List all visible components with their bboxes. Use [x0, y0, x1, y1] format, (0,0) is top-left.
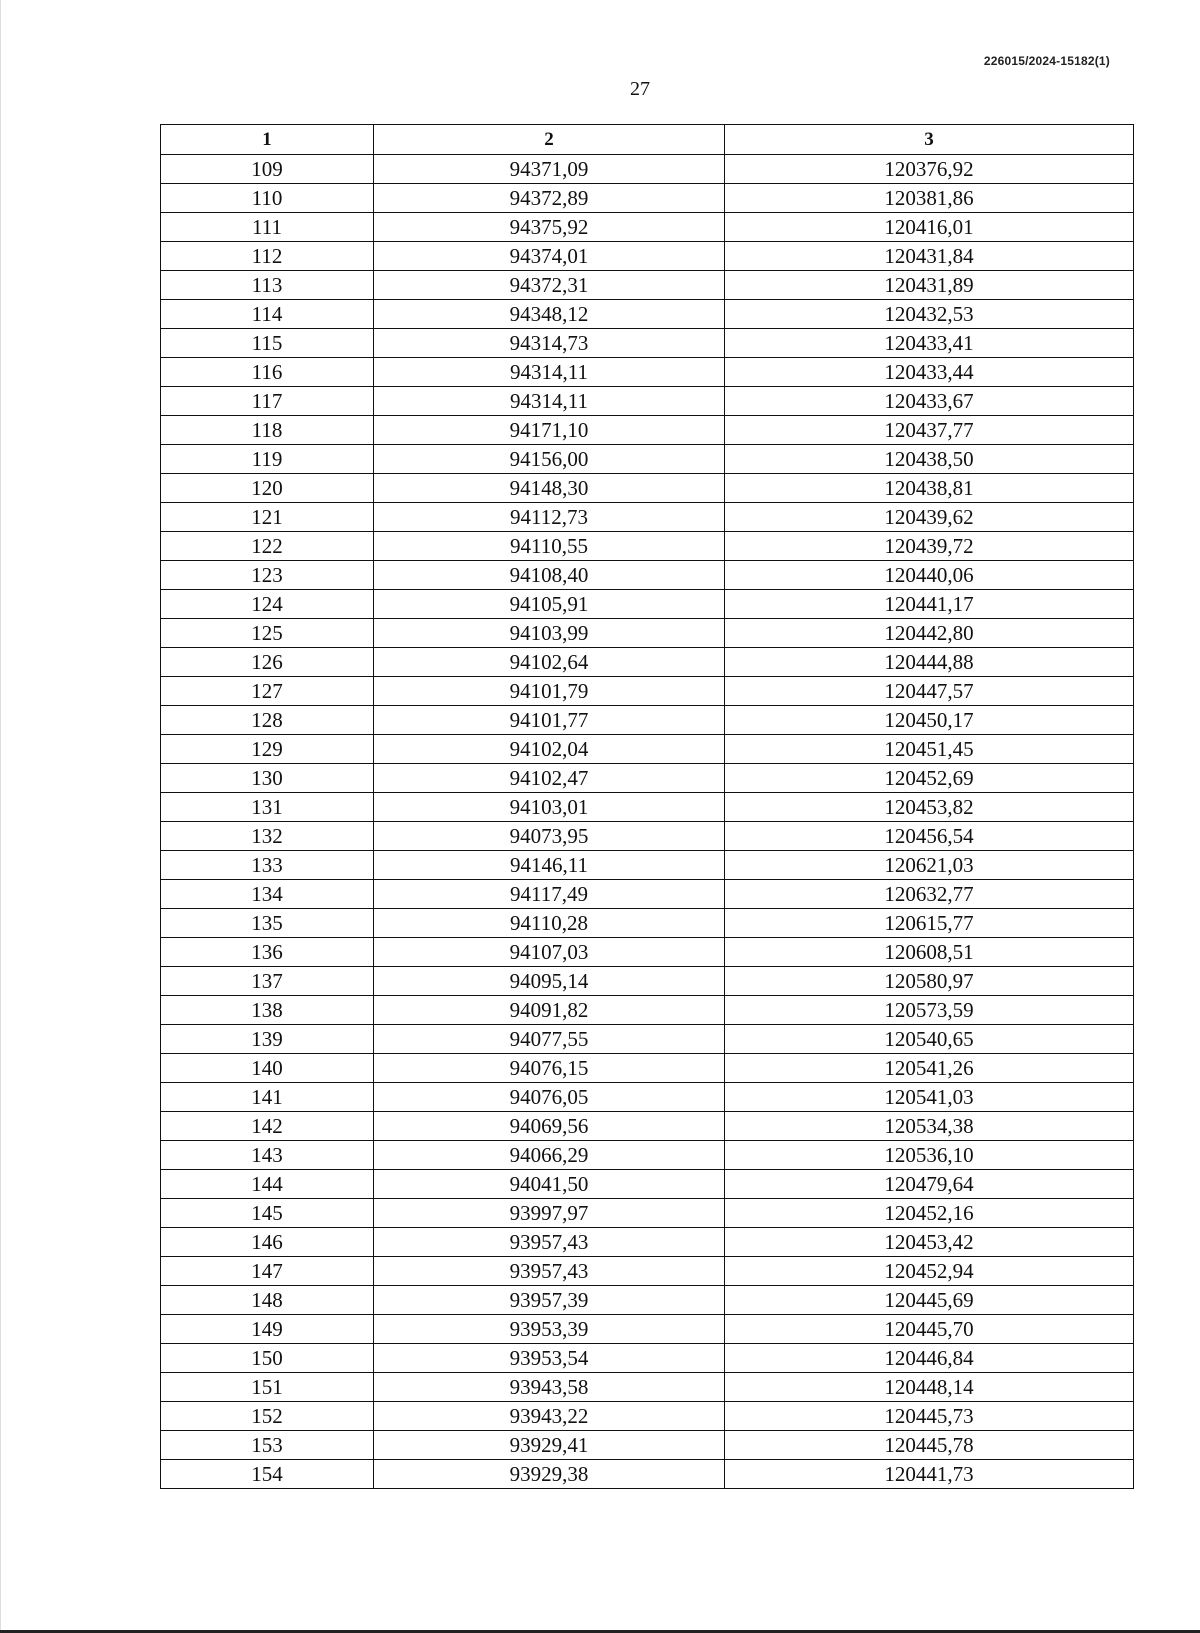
point-number-cell: 152 [161, 1402, 374, 1431]
x-coordinate-cell: 93929,41 [374, 1431, 725, 1460]
y-coordinate-cell: 120445,78 [725, 1431, 1134, 1460]
y-coordinate-cell: 120451,45 [725, 735, 1134, 764]
x-coordinate-cell: 94371,09 [374, 155, 725, 184]
y-coordinate-cell: 120453,82 [725, 793, 1134, 822]
point-number-cell: 153 [161, 1431, 374, 1460]
y-coordinate-cell: 120448,14 [725, 1373, 1134, 1402]
table-row [161, 271, 1134, 300]
x-coordinate-cell: 94095,14 [374, 967, 725, 996]
x-coordinate-cell: 94117,49 [374, 880, 725, 909]
y-coordinate-cell: 120444,88 [725, 648, 1134, 677]
point-number-cell: 150 [161, 1344, 374, 1373]
table-row [161, 1286, 1134, 1315]
x-coordinate-cell: 94108,40 [374, 561, 725, 590]
point-number-cell: 142 [161, 1112, 374, 1141]
x-coordinate-cell: 94146,11 [374, 851, 725, 880]
y-coordinate-cell: 120453,42 [725, 1228, 1134, 1257]
point-number-cell: 109 [161, 155, 374, 184]
point-number-cell: 139 [161, 1025, 374, 1054]
point-number-cell: 130 [161, 764, 374, 793]
x-coordinate-cell: 93997,97 [374, 1199, 725, 1228]
table-row [161, 155, 1134, 184]
x-coordinate-cell: 94041,50 [374, 1170, 725, 1199]
point-number-cell: 132 [161, 822, 374, 851]
point-number-cell: 151 [161, 1373, 374, 1402]
point-number-cell: 140 [161, 1054, 374, 1083]
coordinates-table [160, 124, 1134, 1489]
table-row [161, 909, 1134, 938]
x-coordinate-cell: 94110,55 [374, 532, 725, 561]
table-row [161, 532, 1134, 561]
x-coordinate-cell: 93953,39 [374, 1315, 725, 1344]
table-row [161, 387, 1134, 416]
table-row [161, 677, 1134, 706]
y-coordinate-cell: 120534,38 [725, 1112, 1134, 1141]
point-number-cell: 127 [161, 677, 374, 706]
table-row [161, 1373, 1134, 1402]
table-row [161, 706, 1134, 735]
table-row [161, 1112, 1134, 1141]
x-coordinate-cell: 94110,28 [374, 909, 725, 938]
y-coordinate-cell: 120580,97 [725, 967, 1134, 996]
table-row [161, 996, 1134, 1025]
table-row [161, 822, 1134, 851]
table-row [161, 1431, 1134, 1460]
x-coordinate-cell: 93929,38 [374, 1460, 725, 1489]
column-header-1: 1 [161, 125, 374, 155]
x-coordinate-cell: 94101,77 [374, 706, 725, 735]
x-coordinate-cell: 94314,11 [374, 358, 725, 387]
table-row [161, 967, 1134, 996]
table-header-row [161, 125, 1134, 155]
point-number-cell: 122 [161, 532, 374, 561]
y-coordinate-cell: 120441,17 [725, 590, 1134, 619]
column-header-2: 2 [374, 125, 725, 155]
table-row [161, 1199, 1134, 1228]
point-number-cell: 119 [161, 445, 374, 474]
x-coordinate-cell: 94107,03 [374, 938, 725, 967]
x-coordinate-cell: 94066,29 [374, 1141, 725, 1170]
point-number-cell: 124 [161, 590, 374, 619]
table-row [161, 1054, 1134, 1083]
table-row [161, 764, 1134, 793]
point-number-cell: 145 [161, 1199, 374, 1228]
y-coordinate-cell: 120541,03 [725, 1083, 1134, 1112]
table-row [161, 358, 1134, 387]
x-coordinate-cell: 94076,15 [374, 1054, 725, 1083]
table-row [161, 880, 1134, 909]
point-number-cell: 154 [161, 1460, 374, 1489]
table-row [161, 1170, 1134, 1199]
table-row [161, 1083, 1134, 1112]
x-coordinate-cell: 93943,58 [374, 1373, 725, 1402]
y-coordinate-cell: 120416,01 [725, 213, 1134, 242]
point-number-cell: 114 [161, 300, 374, 329]
y-coordinate-cell: 120446,84 [725, 1344, 1134, 1373]
table-row [161, 793, 1134, 822]
table-row [161, 1402, 1134, 1431]
point-number-cell: 117 [161, 387, 374, 416]
y-coordinate-cell: 120541,26 [725, 1054, 1134, 1083]
x-coordinate-cell: 94148,30 [374, 474, 725, 503]
point-number-cell: 113 [161, 271, 374, 300]
point-number-cell: 116 [161, 358, 374, 387]
table-row [161, 851, 1134, 880]
x-coordinate-cell: 94102,64 [374, 648, 725, 677]
x-coordinate-cell: 94076,05 [374, 1083, 725, 1112]
y-coordinate-cell: 120615,77 [725, 909, 1134, 938]
y-coordinate-cell: 120445,70 [725, 1315, 1134, 1344]
y-coordinate-cell: 120447,57 [725, 677, 1134, 706]
y-coordinate-cell: 120452,69 [725, 764, 1134, 793]
y-coordinate-cell: 120452,16 [725, 1199, 1134, 1228]
table-row [161, 242, 1134, 271]
y-coordinate-cell: 120439,62 [725, 503, 1134, 532]
x-coordinate-cell: 93957,39 [374, 1286, 725, 1315]
point-number-cell: 115 [161, 329, 374, 358]
table-row [161, 445, 1134, 474]
point-number-cell: 131 [161, 793, 374, 822]
y-coordinate-cell: 120381,86 [725, 184, 1134, 213]
y-coordinate-cell: 120433,41 [725, 329, 1134, 358]
y-coordinate-cell: 120573,59 [725, 996, 1134, 1025]
table-body [161, 155, 1134, 1489]
y-coordinate-cell: 120433,44 [725, 358, 1134, 387]
y-coordinate-cell: 120452,94 [725, 1257, 1134, 1286]
table-row [161, 1344, 1134, 1373]
point-number-cell: 110 [161, 184, 374, 213]
point-number-cell: 125 [161, 619, 374, 648]
x-coordinate-cell: 94101,79 [374, 677, 725, 706]
y-coordinate-cell: 120431,89 [725, 271, 1134, 300]
y-coordinate-cell: 120438,81 [725, 474, 1134, 503]
x-coordinate-cell: 94314,73 [374, 329, 725, 358]
y-coordinate-cell: 120432,53 [725, 300, 1134, 329]
point-number-cell: 121 [161, 503, 374, 532]
y-coordinate-cell: 120536,10 [725, 1141, 1134, 1170]
y-coordinate-cell: 120437,77 [725, 416, 1134, 445]
table-row [161, 1228, 1134, 1257]
x-coordinate-cell: 94372,31 [374, 271, 725, 300]
point-number-cell: 128 [161, 706, 374, 735]
table-row [161, 1460, 1134, 1489]
y-coordinate-cell: 120540,65 [725, 1025, 1134, 1054]
point-number-cell: 144 [161, 1170, 374, 1199]
x-coordinate-cell: 94073,95 [374, 822, 725, 851]
point-number-cell: 120 [161, 474, 374, 503]
point-number-cell: 147 [161, 1257, 374, 1286]
y-coordinate-cell: 120376,92 [725, 155, 1134, 184]
y-coordinate-cell: 120608,51 [725, 938, 1134, 967]
point-number-cell: 148 [161, 1286, 374, 1315]
document-id: 226015/2024-15182(1) [983, 54, 1110, 68]
x-coordinate-cell: 93957,43 [374, 1228, 725, 1257]
y-coordinate-cell: 120621,03 [725, 851, 1134, 880]
column-header-3: 3 [725, 125, 1134, 155]
point-number-cell: 118 [161, 416, 374, 445]
table-row [161, 213, 1134, 242]
table-row [161, 590, 1134, 619]
y-coordinate-cell: 120433,67 [725, 387, 1134, 416]
x-coordinate-cell: 94102,04 [374, 735, 725, 764]
table-row [161, 619, 1134, 648]
x-coordinate-cell: 93957,43 [374, 1257, 725, 1286]
y-coordinate-cell: 120445,73 [725, 1402, 1134, 1431]
table-row [161, 648, 1134, 677]
x-coordinate-cell: 93943,22 [374, 1402, 725, 1431]
table-row [161, 1257, 1134, 1286]
x-coordinate-cell: 94105,91 [374, 590, 725, 619]
point-number-cell: 133 [161, 851, 374, 880]
table-row [161, 184, 1134, 213]
y-coordinate-cell: 120431,84 [725, 242, 1134, 271]
y-coordinate-cell: 120445,69 [725, 1286, 1134, 1315]
x-coordinate-cell: 94372,89 [374, 184, 725, 213]
y-coordinate-cell: 120450,17 [725, 706, 1134, 735]
table-row [161, 329, 1134, 358]
table-row [161, 938, 1134, 967]
point-number-cell: 136 [161, 938, 374, 967]
scan-edge [0, 0, 1, 1633]
x-coordinate-cell: 94102,47 [374, 764, 725, 793]
x-coordinate-cell: 94374,01 [374, 242, 725, 271]
x-coordinate-cell: 94112,73 [374, 503, 725, 532]
coordinates-table-container [160, 124, 1133, 1489]
x-coordinate-cell: 94375,92 [374, 213, 725, 242]
point-number-cell: 135 [161, 909, 374, 938]
y-coordinate-cell: 120439,72 [725, 532, 1134, 561]
x-coordinate-cell: 94091,82 [374, 996, 725, 1025]
x-coordinate-cell: 94348,12 [374, 300, 725, 329]
point-number-cell: 112 [161, 242, 374, 271]
y-coordinate-cell: 120442,80 [725, 619, 1134, 648]
page-number: 27 [630, 78, 650, 100]
table-row [161, 416, 1134, 445]
y-coordinate-cell: 120441,73 [725, 1460, 1134, 1489]
y-coordinate-cell: 120456,54 [725, 822, 1134, 851]
point-number-cell: 129 [161, 735, 374, 764]
y-coordinate-cell: 120440,06 [725, 561, 1134, 590]
x-coordinate-cell: 94314,11 [374, 387, 725, 416]
table-row [161, 1025, 1134, 1054]
table-row [161, 561, 1134, 590]
point-number-cell: 137 [161, 967, 374, 996]
point-number-cell: 141 [161, 1083, 374, 1112]
y-coordinate-cell: 120632,77 [725, 880, 1134, 909]
point-number-cell: 146 [161, 1228, 374, 1257]
point-number-cell: 123 [161, 561, 374, 590]
x-coordinate-cell: 94103,99 [374, 619, 725, 648]
x-coordinate-cell: 94156,00 [374, 445, 725, 474]
point-number-cell: 138 [161, 996, 374, 1025]
table-row [161, 1315, 1134, 1344]
x-coordinate-cell: 93953,54 [374, 1344, 725, 1373]
x-coordinate-cell: 94069,56 [374, 1112, 725, 1141]
table-row [161, 735, 1134, 764]
point-number-cell: 134 [161, 880, 374, 909]
table-row [161, 1141, 1134, 1170]
x-coordinate-cell: 94103,01 [374, 793, 725, 822]
point-number-cell: 126 [161, 648, 374, 677]
x-coordinate-cell: 94077,55 [374, 1025, 725, 1054]
table-row [161, 503, 1134, 532]
point-number-cell: 149 [161, 1315, 374, 1344]
y-coordinate-cell: 120438,50 [725, 445, 1134, 474]
x-coordinate-cell: 94171,10 [374, 416, 725, 445]
table-row [161, 300, 1134, 329]
table-row [161, 474, 1134, 503]
y-coordinate-cell: 120479,64 [725, 1170, 1134, 1199]
point-number-cell: 111 [161, 213, 374, 242]
point-number-cell: 143 [161, 1141, 374, 1170]
